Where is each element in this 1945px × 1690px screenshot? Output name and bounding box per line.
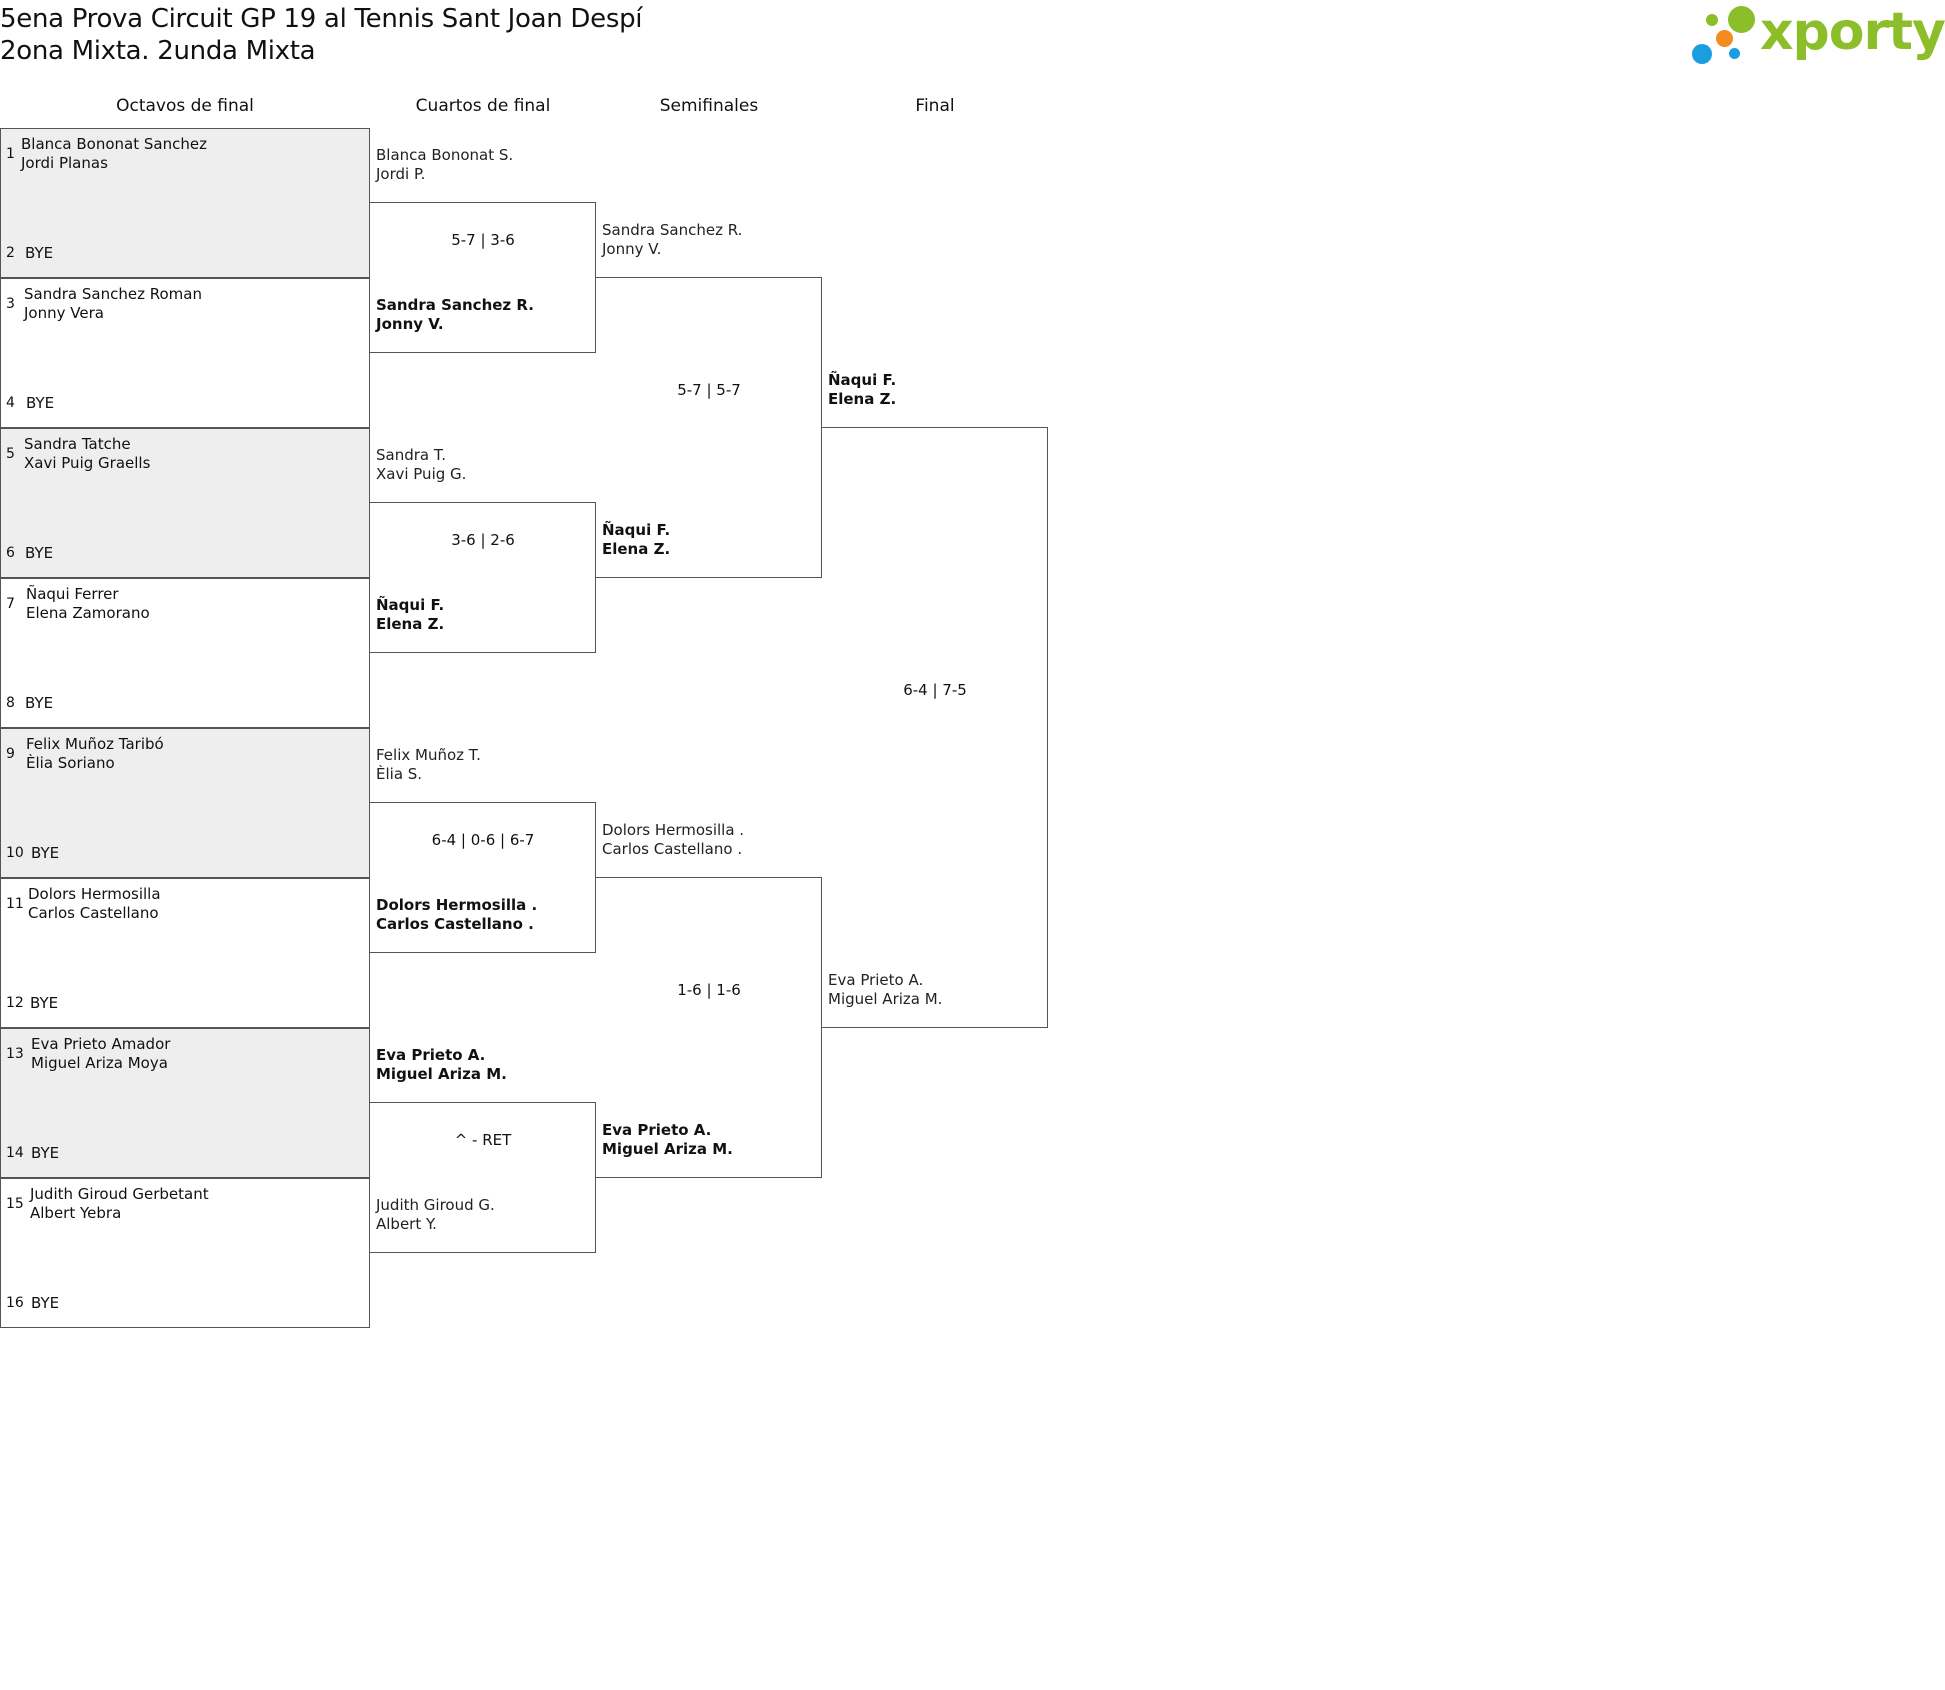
r16-match-6	[0, 878, 370, 1028]
seed-number: 5	[6, 446, 15, 462]
qf1-team-top-player1: Blanca Bononat S.	[376, 146, 514, 164]
round-header-final: Final	[915, 96, 955, 116]
qf3-team-top-player1: Felix Muñoz T.	[376, 746, 481, 764]
player-name: Judith Giroud Gerbetant	[30, 1185, 209, 1203]
player-name: Miguel Ariza Moya	[31, 1054, 168, 1072]
seed-number: 6	[6, 545, 15, 561]
player-name: Sandra Sanchez Roman	[24, 285, 202, 303]
player-name: Blanca Bononat Sanchez	[21, 135, 207, 153]
bye-label: BYE	[30, 994, 59, 1012]
seed-number: 16	[6, 1295, 24, 1311]
tournament-title: 5ena Prova Circuit GP 19 al Tennis Sant Joan Despí	[0, 4, 643, 34]
seed-number: 13	[6, 1046, 24, 1062]
seed-number: 8	[6, 695, 15, 711]
final-score: 6-4 | 7-5	[903, 681, 967, 699]
logo-dot-green-icon	[1728, 6, 1755, 33]
sf2-score: 1-6 | 1-6	[677, 981, 741, 999]
bye-label: BYE	[31, 1294, 60, 1312]
qf1-team-bottom-player1: Sandra Sanchez R.	[376, 296, 534, 314]
final-team-bottom-player1: Eva Prieto A.	[828, 971, 924, 989]
final-bracket	[822, 427, 1048, 1028]
qf2-team-bottom-player1: Ñaqui F.	[376, 596, 445, 614]
logo-dot-small-blue-icon	[1729, 48, 1740, 59]
seed-number: 7	[6, 596, 15, 612]
r16-match-5	[0, 728, 370, 878]
qf4-team-top-player2: Miguel Ariza M.	[376, 1065, 507, 1083]
seed-number: 3	[6, 296, 15, 312]
qf4-score: ^ - RET	[454, 1131, 512, 1149]
logo-dot-small-green-icon	[1706, 14, 1718, 26]
qf4-team-bottom-player1: Judith Giroud G.	[376, 1196, 495, 1214]
player-name: Carlos Castellano	[28, 904, 159, 922]
player-name: Jonny Vera	[24, 304, 104, 322]
qf2-team-bottom-player2: Elena Z.	[376, 615, 445, 633]
bye-label: BYE	[25, 694, 54, 712]
qf3-team-bottom-player1: Dolors Hermosilla .	[376, 896, 538, 914]
sf1-team-top-player1: Sandra Sanchez R.	[602, 221, 743, 239]
round-header-cuartos: Cuartos de final	[415, 96, 551, 116]
r16-match-1	[0, 128, 370, 278]
bye-label: BYE	[25, 244, 54, 262]
player-name: Albert Yebra	[30, 1204, 122, 1222]
r16-match-4	[0, 578, 370, 728]
player-name: Eva Prieto Amador	[31, 1035, 171, 1053]
bye-label: BYE	[31, 1144, 60, 1162]
r16-match-3	[0, 428, 370, 578]
sf1-score: 5-7 | 5-7	[677, 381, 741, 399]
sf2-team-bottom-player2: Miguel Ariza M.	[602, 1140, 733, 1158]
qf3-team-top-player2: Èlia S.	[376, 765, 423, 783]
seed-number: 14	[6, 1145, 24, 1161]
sf1-team-bottom-player1: Ñaqui F.	[602, 521, 671, 539]
qf2-score: 3-6 | 2-6	[451, 531, 515, 549]
seed-number: 11	[6, 896, 24, 912]
round-header-semifinales: Semifinales	[659, 96, 759, 116]
seed-number: 9	[6, 746, 15, 762]
player-name: Elena Zamorano	[26, 604, 150, 622]
seed-number: 15	[6, 1196, 24, 1212]
qf4-team-top-player1: Eva Prieto A.	[376, 1046, 486, 1064]
sf2-team-top-player2: Carlos Castellano .	[602, 840, 743, 858]
logo-dot-orange-icon	[1716, 30, 1733, 47]
qf1-score: 5-7 | 3-6	[451, 231, 515, 249]
final-team-top-player1: Ñaqui F.	[828, 371, 897, 389]
bye-label: BYE	[25, 544, 54, 562]
seed-number: 12	[6, 995, 24, 1011]
player-name: Dolors Hermosilla	[28, 885, 161, 903]
qf1-team-bottom-player2: Jonny V.	[376, 315, 444, 333]
seed-number: 1	[6, 146, 15, 162]
player-name: Ñaqui Ferrer	[26, 585, 119, 603]
player-name: Felix Muñoz Taribó	[26, 735, 164, 753]
sf1-team-bottom-player2: Elena Z.	[602, 540, 671, 558]
bye-label: BYE	[31, 844, 60, 862]
sf1-team-top-player2: Jonny V.	[602, 240, 662, 258]
seed-number: 2	[6, 245, 15, 261]
seed-number: 4	[6, 395, 15, 411]
qf3-score: 6-4 | 0-6 | 6-7	[431, 831, 535, 849]
qf4-team-bottom-player2: Albert Y.	[376, 1215, 437, 1233]
player-name: Xavi Puig Graells	[24, 454, 151, 472]
xporty-logo[interactable]	[1692, 0, 1945, 70]
r16-match-7	[0, 1028, 370, 1178]
r16-match-8	[0, 1178, 370, 1328]
r16-match-2	[0, 278, 370, 428]
final-team-bottom-player2: Miguel Ariza M.	[828, 990, 943, 1008]
seed-number: 10	[6, 845, 24, 861]
sf2-team-bottom-player1: Eva Prieto A.	[602, 1121, 712, 1139]
qf2-team-top-player1: Sandra T.	[376, 446, 447, 464]
round-header-octavos: Octavos de final	[116, 96, 254, 116]
bye-label: BYE	[26, 394, 55, 412]
qf3-team-bottom-player2: Carlos Castellano .	[376, 915, 534, 933]
draw-subtitle: 2ona Mixta. 2unda Mixta	[0, 36, 316, 66]
logo-wordmark: xporty	[1760, 2, 1945, 62]
player-name: Sandra Tatche	[24, 435, 131, 453]
player-name: Jordi Planas	[21, 154, 108, 172]
logo-dot-blue-icon	[1692, 44, 1712, 64]
player-name: Èlia Soriano	[26, 754, 115, 772]
qf1-team-top-player2: Jordi P.	[376, 165, 426, 183]
qf2-team-top-player2: Xavi Puig G.	[376, 465, 467, 483]
sf2-team-top-player1: Dolors Hermosilla .	[602, 821, 745, 839]
final-team-top-player2: Elena Z.	[828, 390, 897, 408]
